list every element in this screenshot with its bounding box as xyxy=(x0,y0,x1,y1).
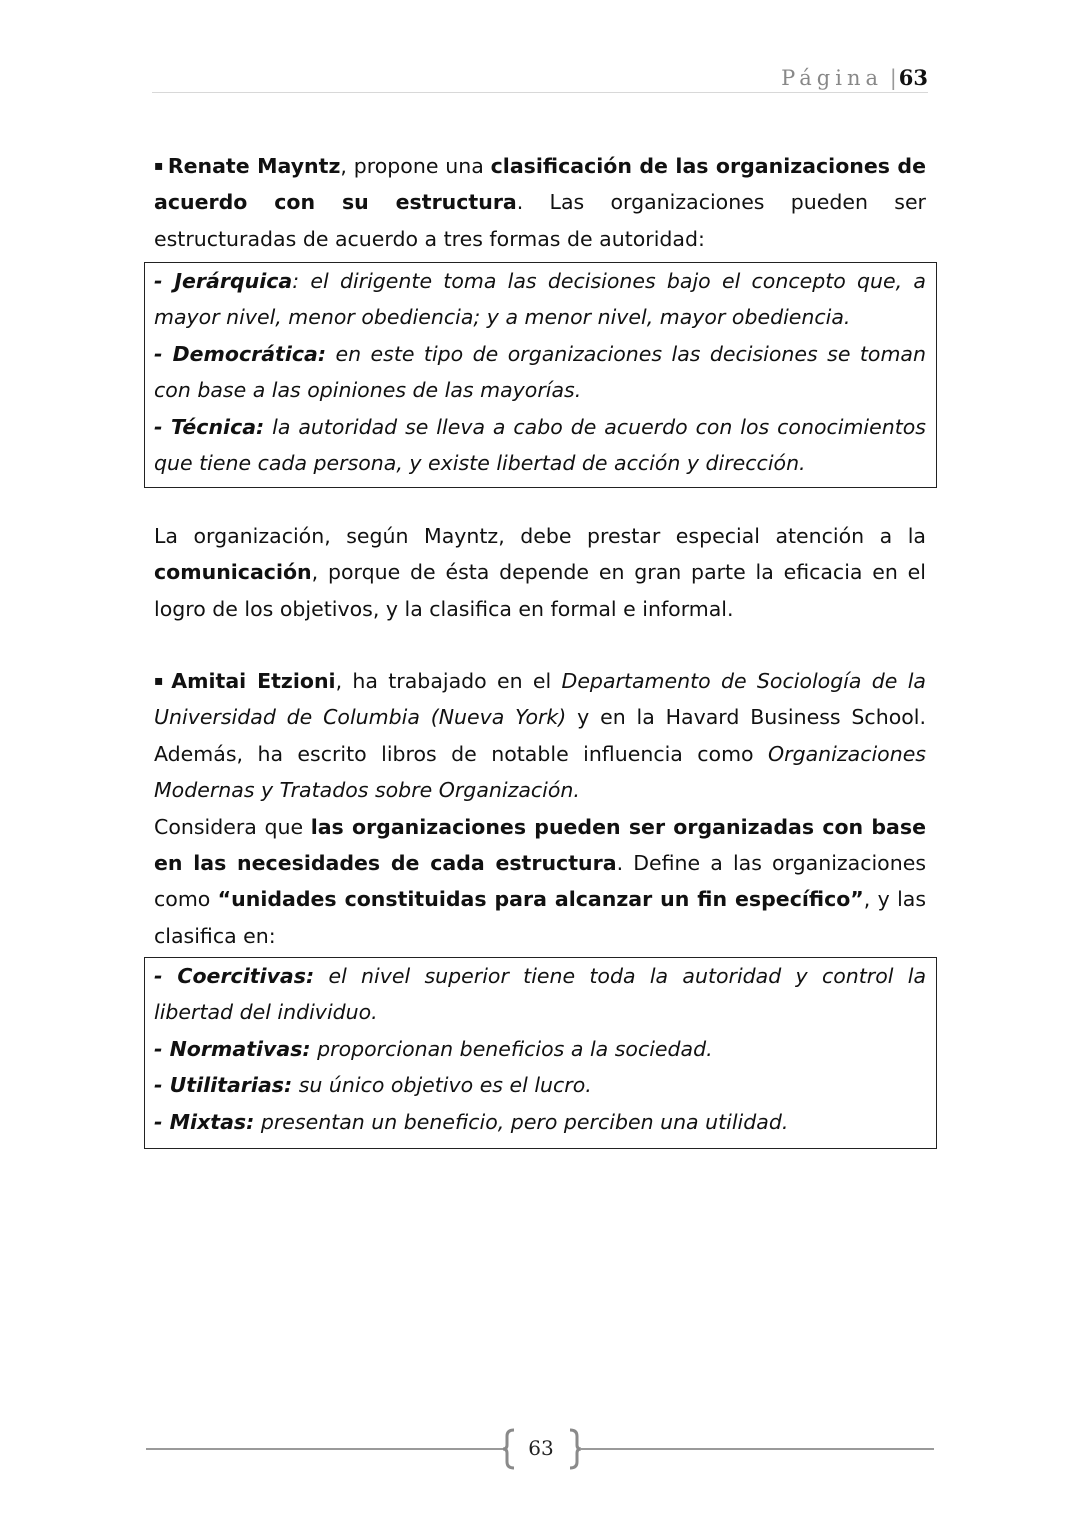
box-item: - Jerárquica: el dirigente toma las decisiones bajo el concepto que, a mayor nivel, menor obediencia; y a menor nivel, mayor obediencia. xyxy=(154,269,926,330)
communication-paragraph: La organización, según Mayntz, debe prestar especial atención a la comunicación, porque de ésta depende en gran parte la eficacia en el logro de los objetivos, y la clasifica en formal e informal. xyxy=(154,524,926,621)
section-etzioni xyxy=(154,663,926,954)
key-phrase: clasificación de las organizaciones de acuerdo con su estructura xyxy=(154,154,927,215)
footer-rule-left xyxy=(146,1448,506,1450)
bullet-icon: ▪ xyxy=(154,158,164,174)
authority-types-box xyxy=(144,262,937,488)
etzioni-definition: Considera que las organizaciones pueden ser organizadas con base en las necesidades de cada estructura. Define a las organizaciones como “unidades constituidas para alcanzar un fin específico”, y las clasifica en: xyxy=(154,814,927,948)
author-name: Amitai Etzioni xyxy=(171,669,336,693)
footer-rule-right xyxy=(580,1448,934,1450)
author-name: Renate Mayntz xyxy=(167,154,341,178)
box-item: - Normativas: proporcionan beneficios a la sociedad. xyxy=(154,1036,713,1061)
etzioni-intro: ▪ Amitai Etzioni, ha trabajado en el Departamento de Sociología de la Universidad de Columbia (Nueva York) y en la Havard Business School. Además, ha escrito libros de notable influencia como Organizaciones Modernas y Tratados sobre Organización. xyxy=(154,669,926,803)
header-page-number: 63 xyxy=(898,65,928,90)
section-mayntz xyxy=(154,148,926,257)
box-item: - Mixtas: presentan un beneficio, pero perciben una utilidad. xyxy=(154,1109,789,1134)
mayntz-intro: ▪ Renate Mayntz, propone una clasificación de las organizaciones de acuerdo con su estructura. Las organizaciones pueden ser estructuradas de acuerdo a tres formas de autoridad: xyxy=(154,154,927,251)
organization-types-box xyxy=(144,957,937,1149)
bullet-icon: ▪ xyxy=(154,673,168,689)
header-separator: | xyxy=(889,66,897,90)
page-label: Página xyxy=(781,66,883,90)
header-rule xyxy=(152,92,928,93)
left-brace-icon xyxy=(502,1428,516,1470)
box-item: - Coercitivas: el nivel superior tiene toda la autoridad y control la libertad del individuo. xyxy=(154,964,927,1025)
box-item: - Democrática: en este tipo de organizaciones las decisiones se toman con base a las opiniones de las mayorías. xyxy=(154,341,926,403)
footer-page-number: 63 xyxy=(528,1436,554,1460)
key-phrase: comunicación xyxy=(154,560,312,585)
box-item: - Técnica: la autoridad se lleva a cabo de acuerdo con los conocimientos que tiene cada persona, y existe libertad de acción y dirección. xyxy=(154,414,926,476)
box-item: - Utilitarias: su único objetivo es el lucro. xyxy=(154,1073,592,1098)
page-header xyxy=(152,64,928,92)
